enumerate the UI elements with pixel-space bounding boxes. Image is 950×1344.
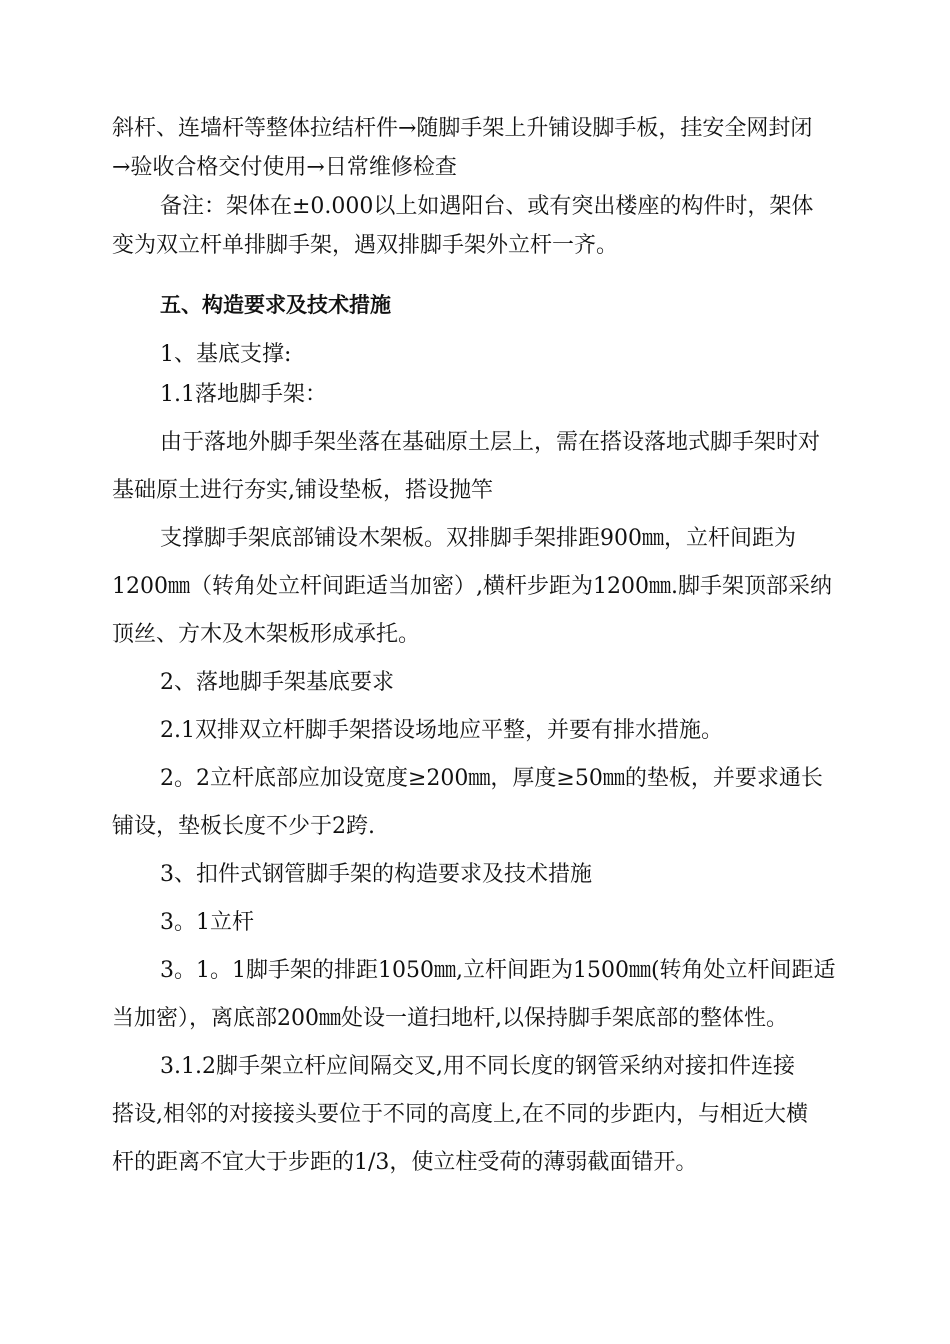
text-line: 支撑脚手架底部铺设木架板。双排脚手架排距900㎜，立杆间距为: [160, 526, 796, 551]
text-line: 当加密），离底部200㎜处设一道扫地杆,以保持脚手架底部的整体性。: [112, 1006, 788, 1031]
text-line: 基础原土进行夯实,铺设垫板，搭设抛竿: [112, 478, 493, 503]
text-line: 2.1双排双立杆脚手架搭设场地应平整，并要有排水措施。: [160, 718, 723, 743]
text-line: 1200㎜（转角处立杆间距适当加密）,横杆步距为1200㎜.脚手架顶部采纳: [112, 574, 832, 599]
text-line: 铺设，垫板长度不少于2跨.: [112, 814, 375, 839]
subsection-title: 1、基底支撑:: [160, 342, 292, 367]
subsection-title: 3、扣件式钢管脚手架的构造要求及技术措施: [160, 862, 592, 887]
subsection-title: 1.1落地脚手架：: [160, 382, 327, 407]
text-line: 由于落地外脚手架坐落在基础原土层上，需在搭设落地式脚手架时对: [160, 430, 821, 455]
text-line: 备注：架体在±0.000以上如遇阳台、或有突出楼座的构件时，架体: [160, 194, 814, 219]
text-line: 3。1。1脚手架的排距1050㎜,立杆间距为1500㎜(转角处立杆间距适: [160, 958, 836, 983]
subsection-title: 3。1立杆: [160, 910, 254, 935]
subsection-title: 2、落地脚手架基底要求: [160, 670, 394, 695]
text-line: 搭设,相邻的对接接头要位于不同的高度上,在不同的步距内，与相近大横: [112, 1102, 808, 1127]
section-heading: 五、构造要求及技术措施: [160, 293, 391, 317]
text-line: 2。2立杆底部应加设宽度≥200㎜，厚度≥50㎜的垫板，并要求通长: [160, 766, 823, 791]
text-line: →验收合格交付使用→日常维修检查: [112, 155, 457, 180]
text-line: 顶丝、方木及木架板形成承托。: [112, 622, 421, 647]
text-line: 3.1.2脚手架立杆应间隔交叉,用不同长度的钢管采纳对接扣件连接: [160, 1054, 795, 1079]
text-line: 斜杆、连墙杆等整体拉结杆件→随脚手架上升铺设脚手板，挂安全网封闭: [112, 116, 813, 141]
text-line: 杆的距离不宜大于步距的1/3，使立柱受荷的薄弱截面错开。: [112, 1150, 698, 1175]
text-line: 变为双立杆单排脚手架，遇双排脚手架外立杆一齐。: [112, 233, 619, 258]
